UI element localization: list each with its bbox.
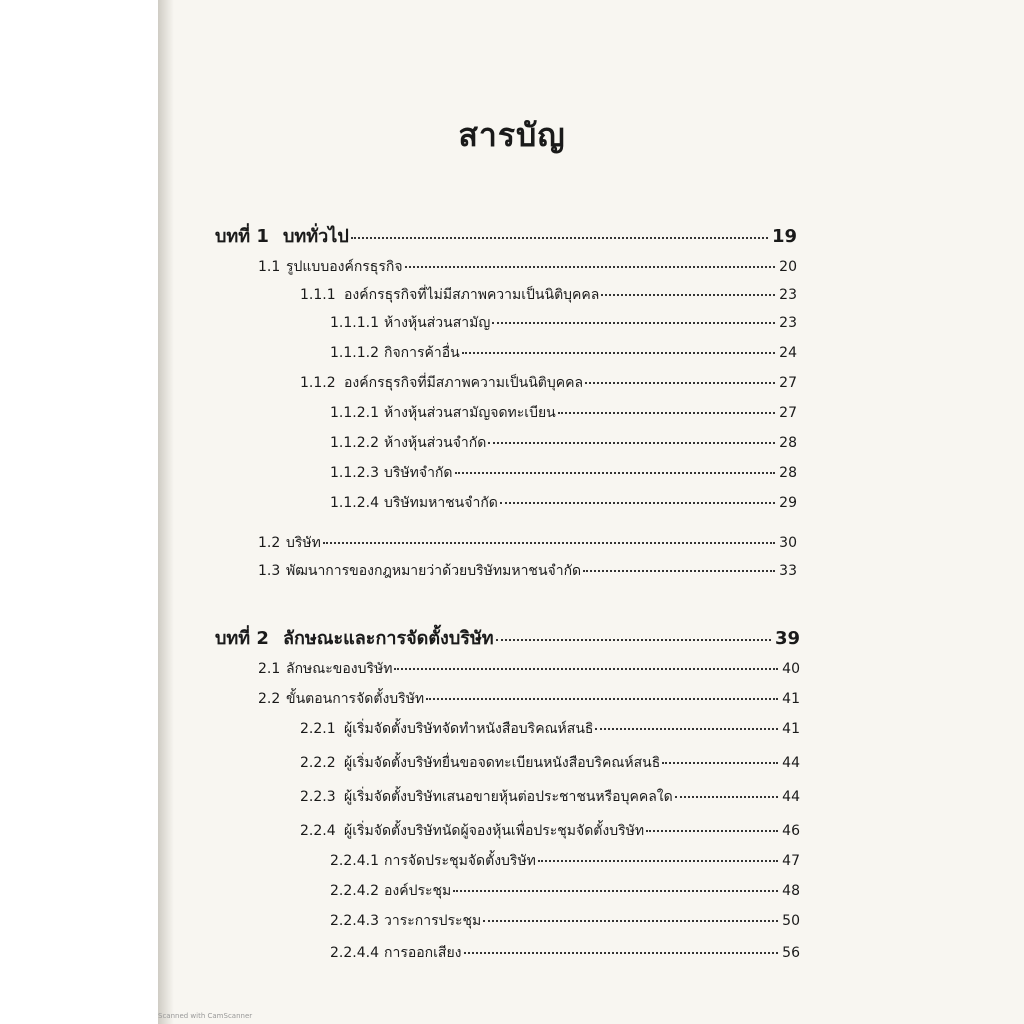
section-title: ห้างหุ้นส่วนจำกัด — [384, 435, 487, 451]
section-title: ผู้เริ่มจัดตั้งบริษัทนัดผู้จองหุ้นเพื่อประชุมจัดตั้งบริษัท — [344, 823, 645, 839]
toc-entry — [330, 494, 797, 512]
scanner-watermark: Scanned with CamScanner — [158, 1012, 253, 1020]
dot-leader — [601, 294, 775, 296]
dot-leader — [426, 698, 778, 700]
toc-entry — [330, 464, 797, 482]
section-number: 1.3 — [258, 563, 281, 579]
dot-leader — [500, 502, 775, 504]
page-number: 28 — [779, 465, 797, 481]
section-number: 1.2 — [258, 535, 281, 551]
page-number: 27 — [779, 405, 797, 421]
page-number: 19 — [771, 226, 797, 247]
section-title: พัฒนาการของกฎหมายว่าด้วยบริษัทมหาชนจำกัด — [286, 563, 582, 579]
page-number: 23 — [779, 315, 797, 331]
page-number: 27 — [779, 375, 797, 391]
toc-entry — [258, 258, 797, 276]
section-title: ลักษณะของบริษัท — [286, 661, 393, 677]
dot-leader — [595, 728, 778, 730]
toc-entry — [258, 534, 797, 552]
dot-leader — [488, 442, 775, 444]
section-number: 1.1 — [258, 259, 281, 275]
section-title: องค์กรธุรกิจที่ไม่มีสภาพความเป็นนิติบุคคล — [344, 287, 600, 303]
toc-entry — [300, 822, 800, 840]
dot-leader — [464, 952, 779, 954]
dot-leader — [496, 639, 771, 641]
page-number: 30 — [779, 535, 797, 551]
section-title: วาระการประชุม — [384, 913, 482, 929]
section-title: ผู้เริ่มจัดตั้งบริษัทจัดทำหนังสือบริคณห์สนธิ — [344, 721, 594, 737]
page-number: 41 — [782, 721, 800, 737]
page-number: 47 — [782, 853, 800, 869]
page-number: 39 — [774, 628, 800, 649]
section-number: 2.2.1 — [300, 721, 336, 737]
section-number: 1.1.1 — [300, 287, 336, 303]
toc-entry — [330, 944, 800, 962]
toc-entry — [330, 882, 800, 900]
section-title: ห้างหุ้นส่วนสามัญ — [384, 315, 491, 331]
dot-leader — [405, 266, 776, 268]
section-number: 1.1.2.4 — [330, 495, 379, 511]
section-number: 1.1.2.3 — [330, 465, 379, 481]
page-number: 44 — [782, 789, 800, 805]
chapter-number: บทที่ 1 — [215, 226, 269, 247]
section-number: 1.1.1.2 — [330, 345, 379, 361]
section-title: บริษัทจำกัด — [384, 465, 453, 481]
page-number: 50 — [782, 913, 800, 929]
dot-leader — [394, 668, 778, 670]
toc-entry — [330, 404, 797, 422]
section-number: 2.2.4.3 — [330, 913, 379, 929]
section-title: องค์กรธุรกิจที่มีสภาพความเป็นนิติบุคคล — [344, 375, 584, 391]
section-title: บริษัทมหาชนจำกัด — [384, 495, 498, 511]
section-number: 2.2.2 — [300, 755, 336, 771]
page-number: 41 — [782, 691, 800, 707]
section-title: การออกเสียง — [384, 945, 462, 961]
chapter-entry — [215, 628, 800, 650]
dot-leader — [453, 890, 778, 892]
section-number: 1.1.2.1 — [330, 405, 379, 421]
toc-entry — [258, 690, 800, 708]
section-title: กิจการค้าอื่น — [384, 345, 460, 361]
toc-entry — [330, 344, 797, 362]
dot-leader — [492, 322, 775, 324]
section-title: การจัดประชุมจัดตั้งบริษัท — [384, 853, 536, 869]
section-number: 2.2 — [258, 691, 281, 707]
toc-entry — [300, 754, 800, 772]
section-title: ผู้เริ่มจัดตั้งบริษัทยื่นขอจดทะเบียนหนังสือบริคณห์สนธิ — [344, 755, 661, 771]
chapter-number: บทที่ 2 — [215, 628, 269, 649]
dot-leader — [583, 570, 775, 572]
toc-entry — [330, 314, 797, 332]
dot-leader — [455, 472, 776, 474]
section-number: 2.2.4.4 — [330, 945, 379, 961]
section-title: บริษัท — [286, 535, 321, 551]
section-number: 1.1.2.2 — [330, 435, 379, 451]
dot-leader — [675, 796, 778, 798]
page-number: 46 — [782, 823, 800, 839]
chapter-title: ลักษณะและการจัดตั้งบริษัท — [283, 628, 494, 649]
page-number: 24 — [779, 345, 797, 361]
page-title: สารบัญ — [458, 116, 566, 154]
section-number: 1.1.2 — [300, 375, 336, 391]
toc-entry — [258, 660, 800, 678]
dot-leader — [323, 542, 775, 544]
page-number: 29 — [779, 495, 797, 511]
section-number: 1.1.1.1 — [330, 315, 379, 331]
section-number: 2.2.4.2 — [330, 883, 379, 899]
page-number: 33 — [779, 563, 797, 579]
section-number: 2.2.3 — [300, 789, 336, 805]
dot-leader — [646, 830, 778, 832]
page-number: 23 — [779, 287, 797, 303]
page-number: 56 — [782, 945, 800, 961]
section-number: 2.2.4 — [300, 823, 336, 839]
dot-leader — [558, 412, 775, 414]
page-number: 44 — [782, 755, 800, 771]
toc-entry — [300, 788, 800, 806]
toc-entry — [330, 912, 800, 930]
page-number: 48 — [782, 883, 800, 899]
dot-leader — [462, 352, 775, 354]
chapter-title: บททั่วไป — [283, 226, 349, 247]
toc-entry — [330, 852, 800, 870]
toc-entry — [300, 286, 797, 304]
section-title: รูปแบบองค์กรธุรกิจ — [286, 259, 403, 275]
section-title: ผู้เริ่มจัดตั้งบริษัทเสนอขายหุ้นต่อประชาชนหรือบุคคลใด — [344, 789, 673, 805]
section-number: 2.2.4.1 — [330, 853, 379, 869]
dot-leader — [483, 920, 778, 922]
page-number: 40 — [782, 661, 800, 677]
page-number: 28 — [779, 435, 797, 451]
section-title: องค์ประชุม — [384, 883, 452, 899]
dot-leader — [662, 762, 778, 764]
toc-entry — [300, 720, 800, 738]
dot-leader — [351, 237, 768, 239]
dot-leader — [585, 382, 775, 384]
section-number: 2.1 — [258, 661, 281, 677]
section-title: ขั้นตอนการจัดตั้งบริษัท — [286, 691, 425, 707]
chapter-entry — [215, 226, 797, 248]
toc-entry — [330, 434, 797, 452]
page-number: 20 — [779, 259, 797, 275]
section-title: ห้างหุ้นส่วนสามัญจดทะเบียน — [384, 405, 556, 421]
toc-entry — [258, 562, 797, 580]
toc-entry — [300, 374, 797, 392]
dot-leader — [538, 860, 778, 862]
